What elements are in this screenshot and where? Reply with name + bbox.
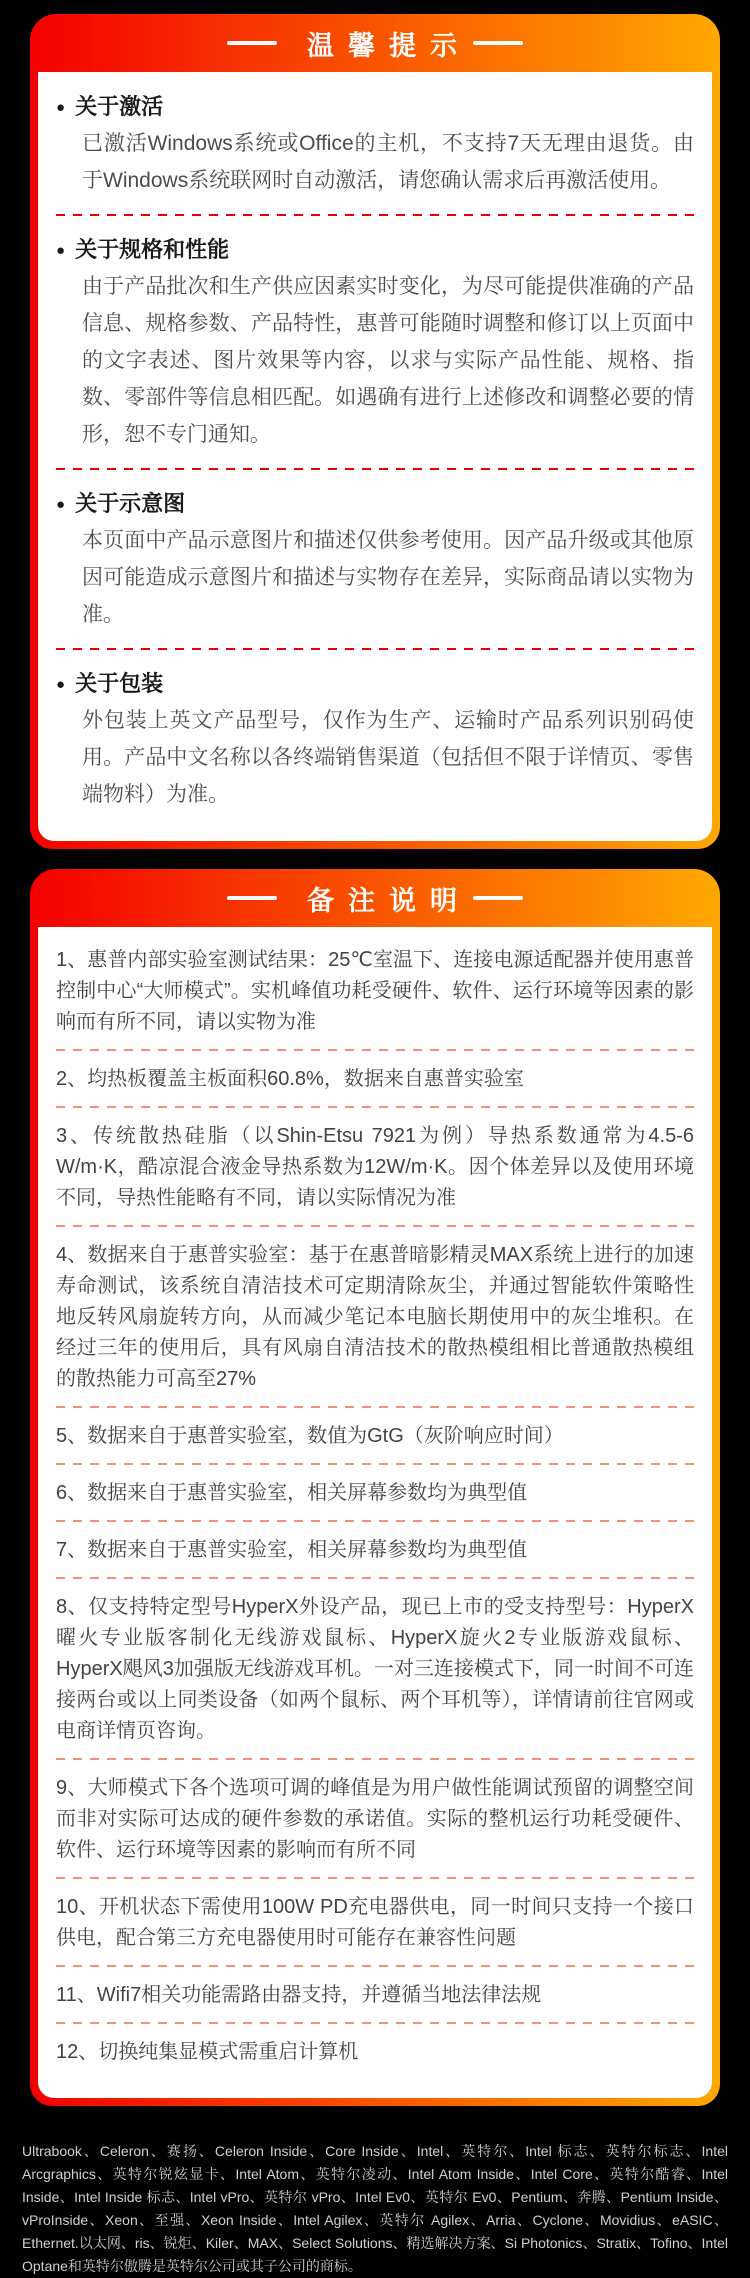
bullet-icon: ● — [56, 496, 66, 513]
dashed-divider — [56, 2022, 694, 2024]
dashed-divider — [56, 648, 694, 650]
dashed-divider — [56, 1225, 694, 1227]
bullet-icon: ● — [56, 676, 66, 693]
title-left-rule — [227, 896, 277, 900]
tips-section-heading-text: 关于规格和性能 — [75, 237, 230, 262]
note-item: 8、仅支持特定型号HyperX外设产品，现已上市的受支持型号：HyperX曜火专业版客制化无线游戏鼠标、HyperX旋火2专业版游戏鼠标、HyperX飓风3加强版无线游戏耳机。一对三连接模式下，同一时间不可连接两台或以上同类设备（如两个鼠标、两个耳机等），详情请前往官网或电商详情页咨询。 — [56, 1596, 694, 1742]
note-item: 9、大师模式下各个选项可调的峰值是为用户做性能调试预留的调整空间而非对实际可达成的硬件参数的承诺值。实际的整机运行功耗受硬件、软件、运行环境等因素的影响而有所不同 — [56, 1777, 694, 1861]
trademark-legal-text: Ultrabook、Celeron、赛扬、Celeron Inside、Core Inside、Intel、英特尔、Intel 标志、英特尔标志、Intel Arcgraphics、英特尔锐炫显卡、Intel Atom、英特尔凌动、Intel Atom Inside、Intel Core、英特尔酷睿、Intel Inside、Intel Inside 标志、Intel vPro、英特尔 vPro、Intel Ev0、英特尔 Ev0、Pentium、奔腾、Pentium Inside、vProInside、Xeon、至强、Xeon Inside、Intel Agilex、英特尔 Agilex、Arria、Cyclone、Movidius、eASIC、Ethernet.以太网、ris、锐炬、Kiler、MAX、Select Solutions、精选解决方案、Si Photonics、Stratix、Tofino、Intel Optane和英特尔傲腾是英特尔公司或其子公司的商标。 — [22, 2143, 728, 2274]
title-left-rule — [227, 41, 277, 45]
dashed-divider — [56, 1520, 694, 1522]
note-item: 5、数据来自于惠普实验室，数值为GtG（灰阶响应时间） — [56, 1425, 564, 1447]
dashed-divider — [56, 1577, 694, 1579]
tips-section-body: 外包装上英文产品型号，仅作为生产、运输时产品系列识别码使用。产品中文名称以各终端销售渠道（包括但不限于详情页、零售端物料）为准。 — [82, 709, 694, 806]
dashed-divider — [56, 468, 694, 470]
tips-section-heading-text: 关于激活 — [75, 94, 164, 119]
tips-card-title: 温馨提示 — [307, 30, 471, 61]
notes-card — [30, 869, 720, 2106]
dashed-divider — [56, 1049, 694, 1051]
tips-card-body — [38, 72, 712, 841]
notes-card-title: 备注说明 — [307, 885, 471, 916]
notes-card-body — [38, 927, 712, 2098]
note-item: 7、数据来自于惠普实验室，相关屏幕参数均为典型值 — [56, 1539, 528, 1561]
note-item: 12、切换纯集显模式需重启计算机 — [56, 2041, 359, 2063]
note-item: 10、开机状态下需使用100W PD充电器供电，同一时间只支持一个接口供电，配合第三方充电器使用时可能存在兼容性问题 — [56, 1896, 694, 1949]
bullet-icon: ● — [56, 242, 66, 259]
tips-section — [56, 233, 694, 470]
notes-card-header — [38, 869, 712, 927]
dashed-divider — [56, 1106, 694, 1108]
tips-section-heading — [56, 487, 694, 522]
dashed-divider — [56, 1758, 694, 1760]
note-item: 1、惠普内部实验室测试结果：25℃室温下、连接电源适配器并使用惠普控制中心“大师模式”。实机峰值功耗受硬件、软件、运行环境等因素的影响而有所不同，请以实物为准 — [56, 949, 694, 1033]
tips-card-header — [38, 14, 712, 72]
note-item: 3、传统散热硅脂（以Shin-Etsu 7921为例）导热系数通常为4.5-6 W/m·K，酷凉混合液金导热系数为12W/m·K。因个体差异以及使用环境不同，导热性能略有不同，请以实际情况为准 — [56, 1125, 694, 1209]
tips-section — [56, 90, 694, 216]
note-item: 11、Wifi7相关功能需路由器支持，并遵循当地法律法规 — [56, 1984, 542, 2006]
title-right-rule — [473, 896, 523, 900]
tips-section-body: 本页面中产品示意图片和描述仅供参考使用。因产品升级或其他原因可能造成示意图片和描述与实物存在差异，实际商品请以实物为准。 — [82, 529, 694, 626]
note-item: 4、数据来自于惠普实验室：基于在惠普暗影精灵MAX系统上进行的加速寿命测试，该系统自清洁技术可定期清除灰尘，并通过智能软件策略性地反转风扇旋转方向，从而减少笔记本电脑长期使用中的灰尘堆积。在经过三年的使用后，具有风扇自清洁技术的散热模组相比普通散热模组的散热能力可高至27% — [56, 1244, 694, 1390]
tips-section-heading-text: 关于包装 — [75, 671, 164, 696]
note-item: 2、均热板覆盖主板面积60.8%，数据来自惠普实验室 — [56, 1068, 524, 1090]
title-right-rule — [473, 41, 523, 45]
note-item: 6、数据来自于惠普实验室，相关屏幕参数均为典型值 — [56, 1482, 528, 1504]
page — [0, 14, 750, 2274]
dashed-divider — [56, 214, 694, 216]
dashed-divider — [56, 1463, 694, 1465]
legal-footer — [0, 2140, 750, 2278]
tips-section-heading-text: 关于示意图 — [75, 491, 186, 516]
dashed-divider — [56, 1877, 694, 1879]
tips-section-heading — [56, 90, 694, 125]
bullet-icon: ● — [56, 99, 66, 116]
tips-section — [56, 667, 694, 813]
tips-section-heading — [56, 667, 694, 702]
dashed-divider — [56, 1965, 694, 1967]
dashed-divider — [56, 1406, 694, 1408]
tips-section-heading — [56, 233, 694, 268]
tips-section-body: 已激活Windows系统或Office的主机，不支持7天无理由退货。由于Windows系统联网时自动激活，请您确认需求后再激活使用。 — [82, 132, 694, 192]
tips-section — [56, 487, 694, 650]
tips-card — [30, 14, 720, 849]
tips-section-body: 由于产品批次和生产供应因素实时变化，为尽可能提供准确的产品信息、规格参数、产品特性，惠普可能随时调整和修订以上页面中的文字表述、图片效果等内容，以求与实际产品性能、规格、指数、零部件等信息相匹配。如遇确有进行上述修改和调整必要的情形，恕不专门通知。 — [82, 275, 694, 446]
